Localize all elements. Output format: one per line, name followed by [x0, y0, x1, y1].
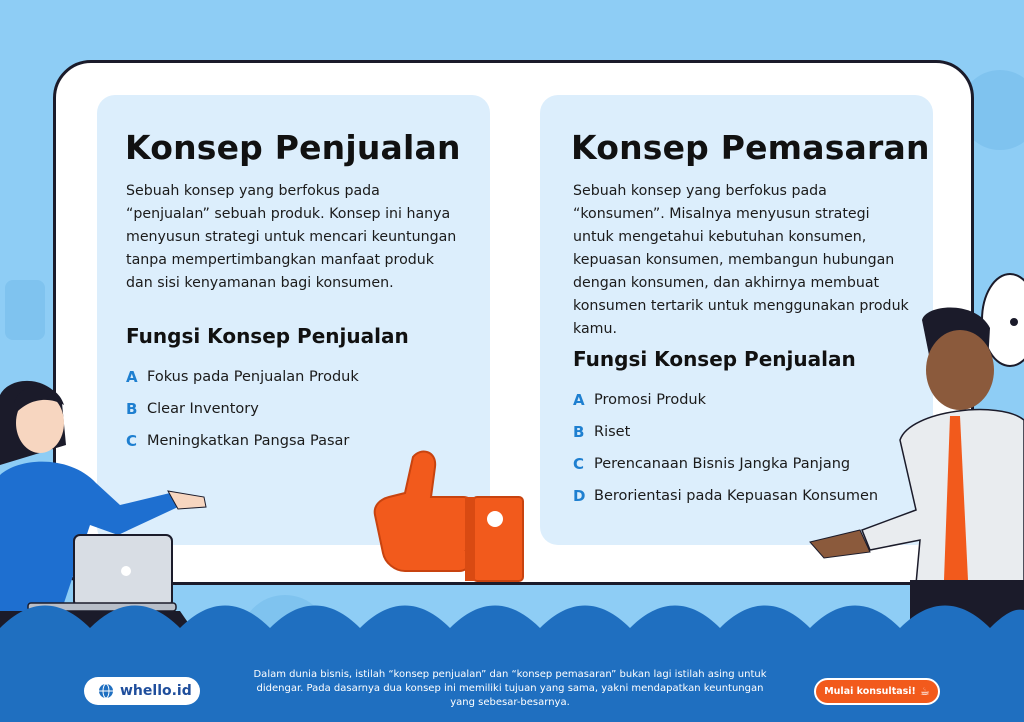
list-letter: C — [573, 455, 585, 473]
list-text: Riset — [594, 424, 631, 440]
list-letter: A — [573, 391, 585, 409]
footer-wave — [0, 598, 1024, 650]
thumbs-up-icon — [365, 445, 525, 585]
list-letter: A — [126, 368, 138, 386]
list-text: Berorientasi pada Kepuasan Konsumen — [594, 488, 879, 504]
list-letter: B — [126, 400, 138, 418]
card-subtitle-pemasaran: Fungsi Konsep Penjualan — [573, 347, 856, 371]
card-subtitle-penjualan: Fungsi Konsep Penjualan — [126, 324, 409, 348]
background-circle — [5, 280, 45, 340]
list-text: Meningkatkan Pangsa Pasar — [147, 433, 350, 449]
card-description-penjualan: Sebuah konsep yang berfokus pada “penjualan” sebuah produk. Konsep ini hanya menyusun strategi untuk mencari keuntungan tanpa mempertimbangkan manfaat produk dan sisi kenyamanan bagi konsumen. — [126, 183, 457, 291]
list-letter: D — [573, 487, 586, 505]
coffee-icon: ☕ — [919, 685, 930, 698]
globe-icon — [98, 683, 114, 699]
man-pointing-illustration — [800, 280, 1024, 650]
consult-button[interactable] — [814, 678, 940, 705]
list-text: Perencanaan Bisnis Jangka Panjang — [594, 456, 851, 472]
card-description-pemasaran: Sebuah konsep yang berfokus pada “konsumen”. Misalnya menyusun strategi untuk mengetahui kebutuhan konsumen, kepuasan konsumen, membangun hubungan dengan konsumen, dan akhirnya membuat konsumen tertarik untuk menggunakan produk kamu. — [573, 183, 909, 337]
consult-button-label: Mulai konsultasi! — [824, 686, 916, 697]
footer-description: Dalam dunia bisnis, istilah “konsep penjualan” dan “konsep pemasaran” bukan lagi istilah asing untuk didengar. Pada dasarnya dua konsep ini memiliki tujuan yang sama, yakni mendapatkan keuntungan yang sebesar-besarnya. — [253, 669, 767, 708]
list-text: Promosi Produk — [594, 392, 706, 408]
list-text: Fokus pada Penjualan Produk — [147, 369, 359, 385]
card-title-pemasaran: Konsep Pemasaran — [571, 128, 930, 167]
list-letter: C — [126, 432, 138, 450]
card-title-penjualan: Konsep Penjualan — [125, 128, 461, 167]
list-text: Clear Inventory — [147, 401, 259, 417]
brand-logo-text: whello.id — [120, 683, 192, 699]
list-letter: B — [573, 423, 585, 441]
brand-logo[interactable] — [84, 677, 200, 705]
